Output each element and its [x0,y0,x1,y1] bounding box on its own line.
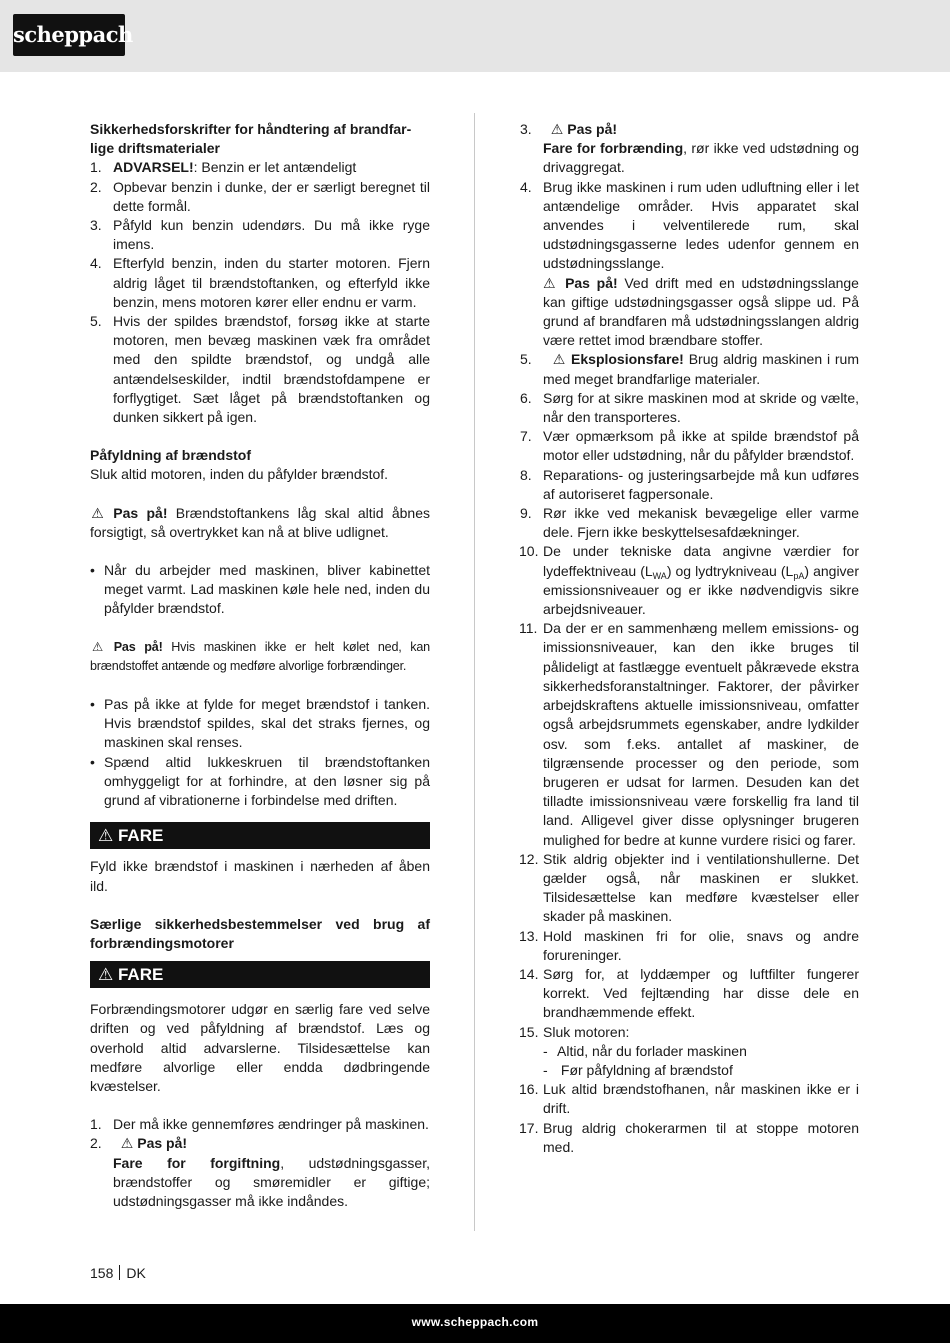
bullet-list [90,561,430,619]
list-item: 4. Efterfyld benzin, inden du starter motoren. Fjern aldrig låget til brændstoftanken, og efterfyld ikke benzin, mens motoren kører eller endnu er varm. [90,255,430,310]
list-item: 6. Sørg for at sikre maskinen mod at skride og vælte, når den transporteres. [520,389,859,426]
refueling-text: Sluk altid motoren, inden du påfylder brændstof. [90,466,389,483]
list-item: 10. De under tekniske data angivne værdier for lydeffektniveau $(L_{WA})$ og lydtrykniveau $(L_{pA})$ angiver emissionsniveauer og er ikke nødvendigvis sikre arbejdsniveauer. [519,543,860,618]
warning-note: ⚠ Pas på! Brændstoftankens låg skal altid åbnes forsigtigt, så overtrykket kan nå at blive udlignet. [90,504,430,540]
divider [119,1265,120,1280]
fuel-safety-list [90,158,430,427]
language-code: DK [126,1265,146,1281]
footer-bar [0,1304,950,1343]
list-item: 1. ADVARSEL!: Benzin er let antændeligt [90,159,357,176]
warning-triangle-icon: ⚠ [98,826,114,846]
danger-banner: ⚠ FARE [90,961,430,988]
warning-triangle-icon: ⚠ [120,1135,134,1152]
scheppach-logo: scheppach [13,14,125,56]
warning-triangle-icon: ⚠ [98,965,114,985]
list-item: 14. Sørg for, at lyddæmper og luftfilter fungerer korrekt. Ved fejltænding har disse dele en brandhæmmende effekt. [519,965,859,1021]
list-item: 9. Rør ikke ved mekanisk bevægelige eller varme dele. Fjern ikke beskyttelsesafdækninger. [520,505,859,541]
section-title-refueling: Påfyldning af brændstof [90,447,251,464]
website-link[interactable]: www.scheppach.com [411,1315,539,1329]
list-item: 3. ⚠ Pas på! Fare for forbrænding, rør ikke ved udstødning og drivaggregat. [520,121,859,176]
engine-rules-list [90,1115,430,1211]
list-item: 16. Luk altid brændstofhanen, når maskinen ikke er i drift. [519,1081,859,1117]
list-item: 5. ⚠ Eksplosionsfare! Brug aldrig maskinen i rum med meget brandfarlige materialer. [520,351,859,387]
list-item: • Når du arbejder med maskinen, bliver kabinettet meget varmt. Lad maskinen køle hele ned, inden du påfylder brændstof. [90,562,430,617]
sub-list-item: - Altid, når du forlader maskinen [543,1042,747,1059]
list-item: 15. Sluk motoren: - Altid, når du forlader maskinen - Før påfyldning af brændstof [520,1023,859,1081]
header-bar [0,0,950,72]
section-title-fuel-safety: Sikkerhedsforskrifter for håndtering af brandfar-lige driftsmaterialer [90,121,412,157]
danger-text: Forbrændingsmotorer udgør en særlig fare ved selve driften og ved påfyldning af brændstof. Læs og overhold altid advarslerne. Tilsidesættelse kan medføre alvorlige eller endda dødbringende kvæstelser. [90,1001,430,1094]
warning-triangle-icon: ⚠ [91,504,104,521]
list-item: 8. Reparations- og justeringsarbejde må kun udføres af autoriseret fagpersonale. [520,466,859,502]
page-number: 158 [90,1265,114,1281]
list-item: 1. Der må ikke gennemføres ændringer på maskinen. [90,1116,429,1133]
danger-banner: ⚠ FARE [90,822,430,849]
list-item: 17. Brug aldrig chokerarmen til at stoppe motoren med. [519,1119,859,1155]
list-item: • Spænd altid lukkeskruen til brændstoftanken omhyggeligt for at forhindre, at den løsner sig på grund af vibrationerne i forbindelse med driften. [90,753,430,809]
list-item: 12. Stik aldrig objekter ind i ventilationshullerne. Det gælder også, når maskinen er slukket. Tilsidesættelse kan medføre kvæstelser eller skader på maskinen. [519,850,859,925]
warning-triangle-icon: ⚠ [543,274,559,291]
warning-triangle-icon: ⚠ [550,121,564,137]
list-item: 11. Da der er en sammenhæng mellem emissions- og imissionsniveauer, kan den ikke bruges til pålideligt at fastlægge eventuelt påkrævede ekstra sikkerhedsforanstaltninger. Faktorer, der påvirker arbejdskraftens aktuelle imissionsniveau, omfatter også arbejdsrummets egenskaber, andre lydkilder osv. som f.eks. antallet af maskiner, de tilgrænsende processer og den periode, som brugeren er udsat for larmen. Desuden kan det tilladte imissionsniveau være forskellig fra land til land. Alligevel giver disse oplysninger brugeren mulighed for bedre at kunne vurdere risici og farer. [519,620,859,848]
warning-triangle-icon: ⚠ [91,639,104,654]
list-item: 5. Hvis der spildes brændstof, forsøg ikke at starte motoren, men bevæg maskinen væk fra området med den spildte brændstof, og undgå alle antændelseskilder, indtil brændstofdampene er forflygtiget. Sæt låget på brændstoftanken og dunken sikkert på igen. [90,313,430,426]
list-item: 2. ⚠ Pas på! Fare for forgiftning, udstødningsgasser, brændstoffer og smøremidler er giftige; udstødningsgasser må ikke indåndes. [90,1135,430,1209]
warning-note: ⚠ Pas på! Hvis maskinen ikke er helt kølet ned, kan brændstoffet antænde og medføre alvorlige forbrændinger. [90,639,430,673]
column-divider [474,113,475,1231]
left-column [90,120,430,1211]
sub-list-item: - Før påfyldning af brændstof [543,1061,733,1078]
list-item: 2. Opbevar benzin i dunke, der er særligt beregnet til dette formål. [90,178,430,214]
sub-list [543,1042,859,1080]
list-item: 4. Brug ikke maskinen i rum uden udluftning eller i let antændelige områder. Hvis apparatet skal anvendes i velventilerede rum, skal udstødningsgasserne ledes udenfor gennem en udstødningsslange. ⚠ Pas på! Ved drift med en udstødningsslange kan giftige udstødningsgasser også slippe ud. På grund af brandfaren må udstødningsslangen aldrig være rettet imod brændbare stoffer. [520,178,859,349]
danger-text: Fyld ikke brændstof i maskinen i nærheden af åben ild. [90,858,430,894]
list-item: 13. Hold maskinen fri for olie, snavs og andre forureninger. [519,927,859,963]
section-title-engines: Særlige sikkerhedsbestemmelser ved brug af forbrændingsmotorer [90,915,430,951]
right-column [520,120,859,1157]
warning-triangle-icon: ⚠ [552,351,567,368]
list-item: 7. Vær opmærksom på ikke at spilde brændstof på motor eller udstødning, når du påfylder brændstof. [520,428,859,464]
list-item: 3. Påfyld kun benzin udendørs. Du må ikke ryge imens. [90,217,430,253]
list-item: • Pas på ikke at fylde for meget brændstof i tanken. Hvis brændstof spildes, skal det straks fjernes, og maskinen skal renses. [90,696,430,751]
bullet-list [90,695,430,810]
engine-rules-list-continued [520,120,859,1157]
page-footer [90,1265,146,1281]
